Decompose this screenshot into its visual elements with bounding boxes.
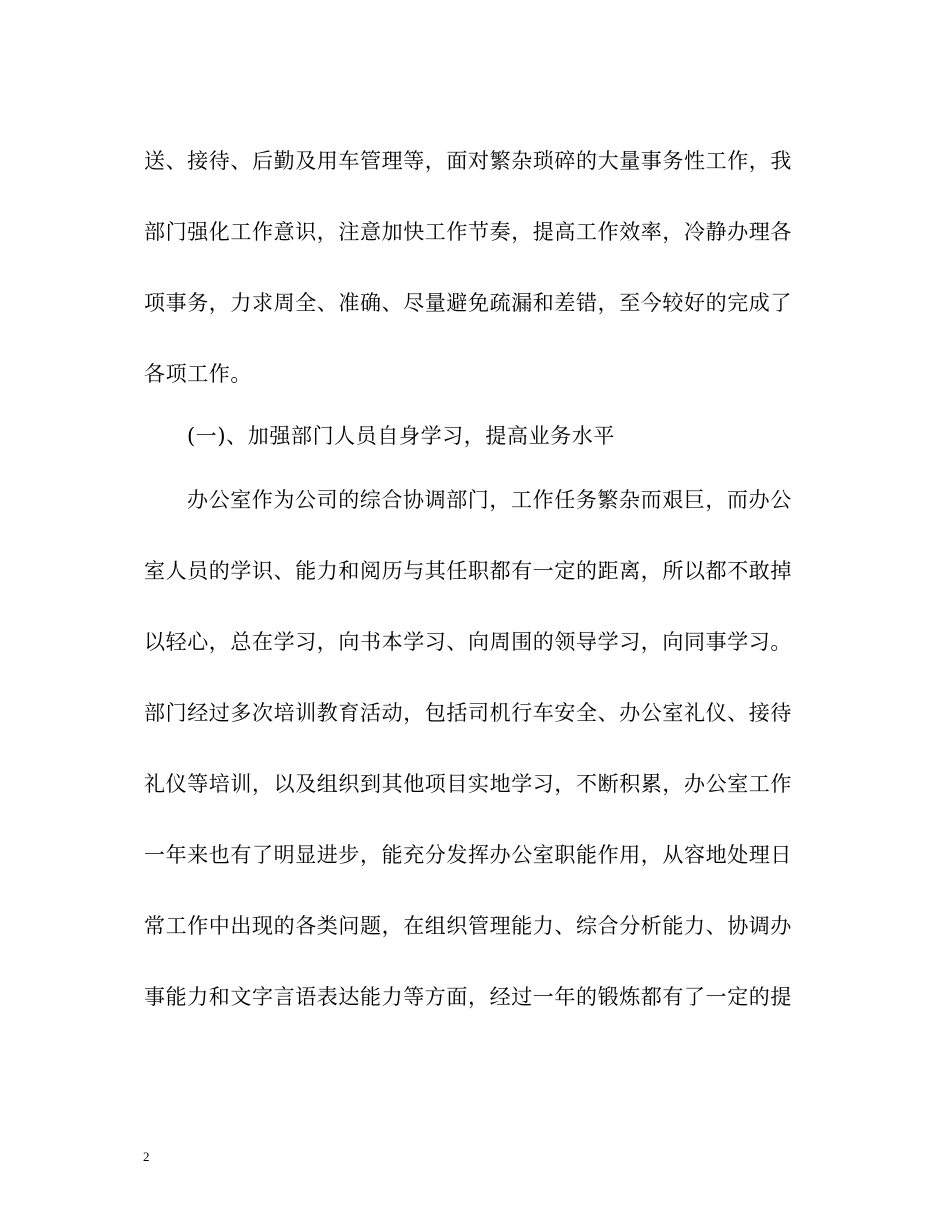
page-number: 2 [143, 1149, 150, 1164]
body-text-line: 部门强化工作意识，注意加快工作节奏，提高工作效率，冷静办理各 [144, 220, 792, 244]
body-text-line: 室人员的学识、能力和阅历与其任职都有一定的距离，所以都不敢掉 [144, 559, 792, 583]
body-text-line: 以轻心，总在学习，向书本学习、向周围的领导学习，向同事学习。 [144, 630, 792, 654]
body-text-line: 事能力和文字言语表达能力等方面，经过一年的锻炼都有了一定的提 [144, 985, 792, 1009]
body-text-line: 送、接待、后勤及用车管理等，面对繁杂琐碎的大量事务性工作，我 [144, 149, 792, 173]
body-text-line: 办公室作为公司的综合协调部门，工作任务繁杂而艰巨，而办公 [187, 488, 792, 512]
body-text-line: 礼仪等培训，以及组织到其他项目实地学习，不断积累，办公室工作 [144, 772, 792, 796]
body-text-line: 常工作中出现的各类问题，在组织管理能力、综合分析能力、协调办 [144, 914, 792, 938]
body-text-line: 部门经过多次培训教育活动，包括司机行车安全、办公室礼仪、接待 [144, 701, 792, 725]
section-heading: (一)、加强部门人员自身学习，提高业务水平 [187, 424, 615, 448]
body-text-line: 一年来也有了明显进步，能充分发挥办公室职能作用，从容地处理日 [144, 843, 792, 867]
body-text-line: 项事务，力求周全、准确、尽量避免疏漏和差错，至今较好的完成了 [144, 291, 792, 315]
body-text-line: 各项工作。 [144, 362, 252, 386]
